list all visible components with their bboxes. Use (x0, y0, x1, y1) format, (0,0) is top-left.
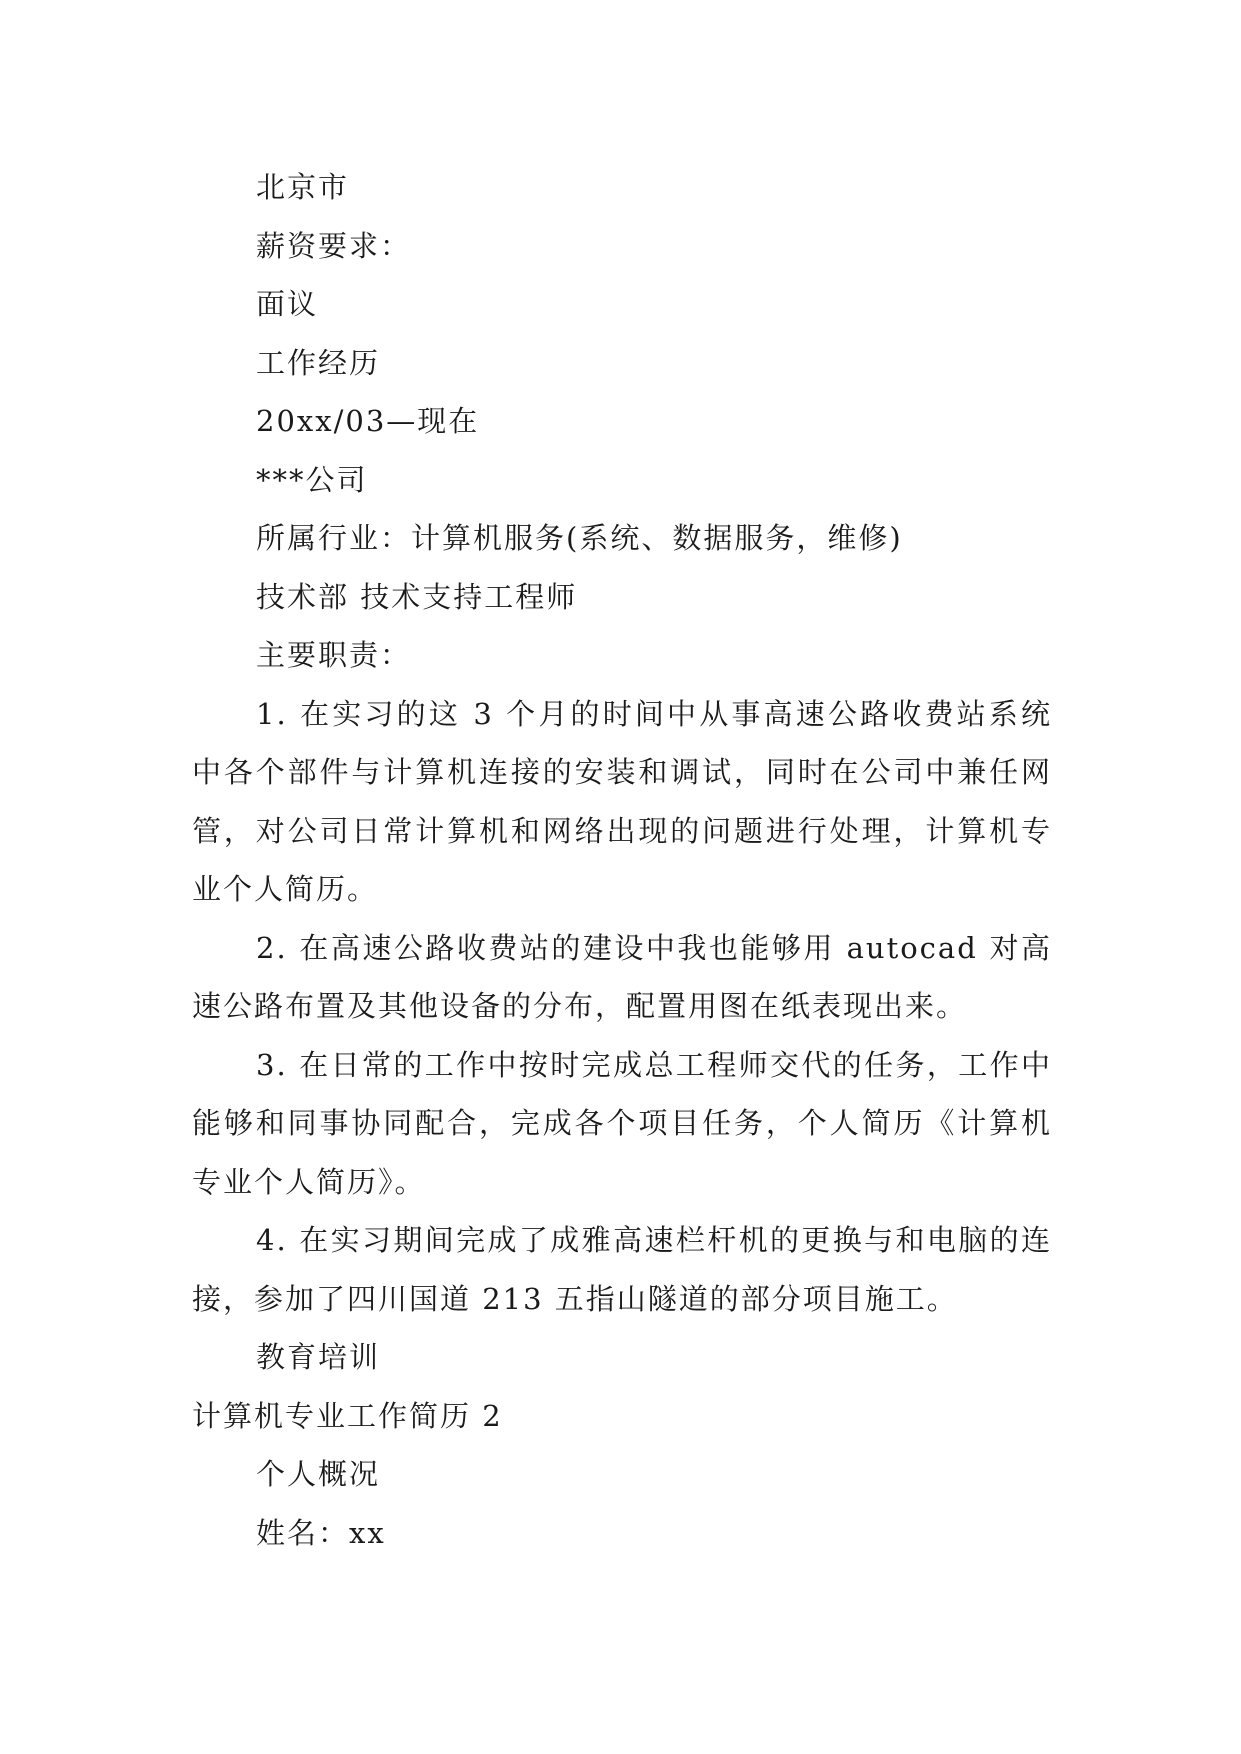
location-text: 北京市 (256, 170, 350, 204)
company-name: ***公司 (256, 462, 368, 497)
position-text: 技术部 技术支持工程师 (256, 579, 578, 614)
name-line: 姓名：xx (256, 1515, 386, 1550)
duty-paragraph-2: 2. 在高速公路收费站的建设中我也能够用 autocad 对高速公路布置及其他设备的分布，配置用图在纸表现出来。 (192, 930, 1052, 1023)
salary-value: 面议 (256, 287, 319, 321)
work-period: 20xx/03—现在 (256, 404, 480, 438)
education-heading: 教育培训 (256, 1340, 381, 1374)
duty-paragraph-4: 4. 在实习期间完成了成雅高速栏杆机的更换与和电脑的连接，参加了四川国道 213 五指山隧道的部分项目施工。 (192, 1223, 1052, 1316)
overview-heading: 个人概况 (256, 1457, 381, 1491)
work-history-heading: 工作经历 (256, 345, 381, 380)
duties-heading: 主要职责： (256, 638, 412, 672)
document-body (192, 158, 1052, 1562)
section-title: 计算机专业工作简历 2 (192, 1398, 503, 1433)
salary-label: 薪资要求： (256, 228, 412, 263)
duty-paragraph-1: 1. 在实习的这 3 个月的时间中从事高速公路收费站系统中各个部件与计算机连接的安装和调试，同时在公司中兼任网管，对公司日常计算机和网络出现的问题进行处理，计算机专业个人简历。 (192, 696, 1052, 906)
industry-text: 所属行业：计算机服务(系统、数据服务，维修) (256, 521, 903, 555)
duty-paragraph-3: 3. 在日常的工作中按时完成总工程师交代的任务，工作中能够和同事协同配合，完成各个项目任务，个人简历《计算机专业个人简历》。 (192, 1047, 1052, 1199)
